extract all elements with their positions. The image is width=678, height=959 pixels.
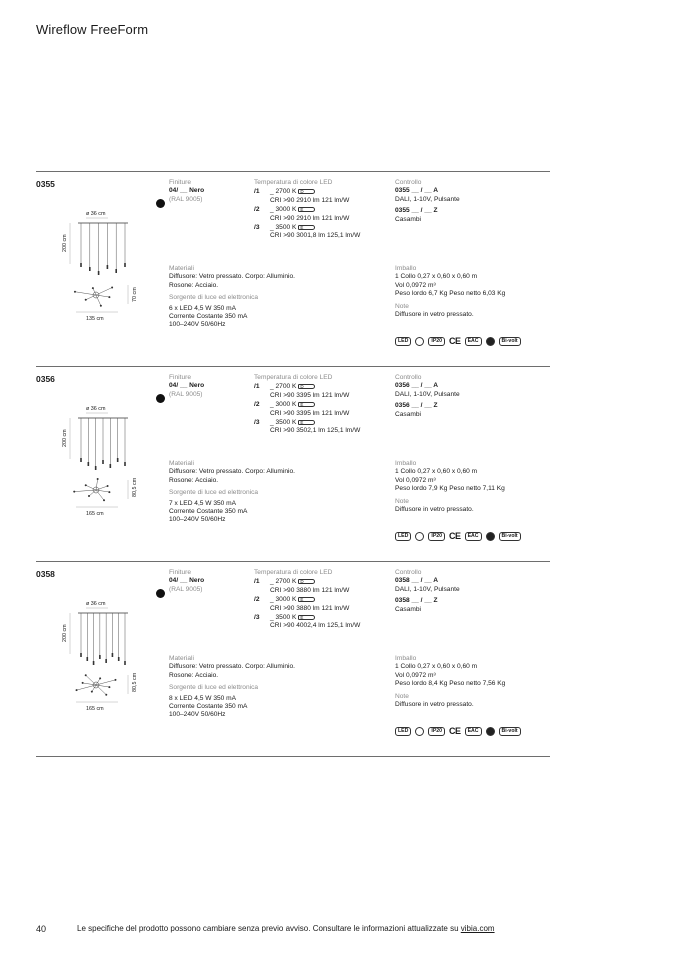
plan-led — [73, 491, 75, 493]
temp-specs: CRI >90 2910 lm 121 lm/W — [270, 196, 350, 204]
plan-led — [108, 296, 110, 298]
finish-code: 04/ __ Nero — [169, 187, 205, 195]
control-desc-z: Casambi — [395, 215, 422, 223]
plan-led — [99, 677, 101, 679]
materials-text: Diffusore: Vetro pressato. Corpo: Alluminio. — [169, 468, 295, 476]
eac-badge: EAC — [465, 337, 482, 346]
source-line: 8 x LED 4,5 W 350 mA — [169, 694, 237, 702]
product-drawing — [48, 397, 158, 517]
plan-arm — [74, 490, 96, 492]
temperatura-label: Temperatura di colore LED — [254, 179, 333, 186]
pack-line: Vol 0,0972 m³ — [395, 476, 436, 484]
control-code-a: 0358 __ / __ A — [395, 577, 439, 585]
plan-led — [100, 305, 102, 307]
control-column — [395, 569, 460, 614]
source-line: 6 x LED 4,5 W 350 mA — [169, 304, 237, 312]
temperature-column — [254, 569, 360, 631]
diameter-label: ø 36 cm — [86, 211, 106, 217]
eac-badge: EAC — [465, 532, 482, 541]
earth-icon — [415, 532, 424, 541]
plan-led — [108, 491, 110, 493]
energy-class-badge: D — [298, 579, 315, 585]
width-label: 135 cm — [86, 316, 104, 322]
pack-line: Vol 0,0972 m³ — [395, 671, 436, 679]
product-code: 0356 — [36, 374, 55, 384]
materiali-label: Materiali — [169, 655, 194, 662]
temperature-option — [254, 401, 360, 418]
led-pendant — [88, 462, 90, 466]
led-pendant — [107, 265, 109, 269]
earth-icon — [415, 727, 424, 736]
divider — [36, 756, 550, 757]
imballo-label: Imballo — [395, 655, 417, 662]
temp-suffix: /3 — [254, 419, 260, 427]
led-pendant — [117, 458, 119, 462]
control-code-z: 0358 __ / __ Z — [395, 597, 438, 605]
energy-class-badge: E — [298, 597, 315, 603]
plan-led — [105, 694, 107, 696]
sorgente-label: Sorgente di luce ed elettronica — [169, 489, 259, 497]
led-pendant — [102, 460, 104, 464]
product-block — [36, 561, 550, 756]
plan-arm — [96, 288, 112, 295]
led-pendant — [124, 263, 126, 267]
vibia-link[interactable]: vibia.com — [460, 924, 495, 933]
temp-kelvin: _ 3500 K — [270, 614, 297, 622]
ce-mark: CE — [449, 531, 461, 541]
temp-suffix: /1 — [254, 578, 260, 586]
led-pendant — [118, 657, 120, 661]
led-pendant — [89, 267, 91, 271]
finish-column — [169, 179, 204, 204]
temp-kelvin: _ 3000 K — [270, 596, 297, 604]
temp-kelvin: _ 2700 K — [270, 578, 297, 586]
temp-kelvin: _ 3000 K — [270, 206, 297, 214]
diameter-label: ø 36 cm — [86, 601, 106, 607]
note-text: Diffusore in vetro pressato. — [395, 506, 474, 514]
plan-led — [111, 287, 113, 289]
plan-led — [92, 287, 94, 289]
materials-column — [169, 655, 295, 720]
plan-led — [85, 674, 87, 676]
plan-led — [82, 682, 84, 684]
led-badge: LED — [395, 727, 411, 736]
plan-led — [91, 691, 93, 693]
temp-kelvin: _ 2700 K — [270, 383, 297, 391]
earth-icon — [415, 337, 424, 346]
plan-led — [107, 485, 109, 487]
finish-column — [169, 374, 204, 399]
temperature-column — [254, 374, 360, 436]
page-title: Wireflow FreeForm — [36, 22, 149, 37]
finish-column — [169, 569, 204, 594]
control-column — [395, 179, 460, 224]
temperature-option — [254, 224, 360, 241]
side-label: 80,5 cm — [132, 672, 138, 692]
plan-led — [85, 484, 87, 486]
finish-code: 04/ __ Nero — [169, 577, 205, 585]
led-pendant — [95, 466, 97, 470]
plan-led — [74, 291, 76, 293]
energy-class-badge: E — [298, 402, 315, 408]
temperature-option — [254, 188, 360, 205]
eac-badge: EAC — [465, 727, 482, 736]
energy-class-badge: D — [298, 384, 315, 390]
plan-arm — [96, 490, 109, 492]
footer-disclaimer — [77, 924, 495, 933]
energy-class-badge: E — [298, 225, 315, 231]
certification-row — [395, 726, 521, 736]
ce-mark: CE — [449, 336, 461, 346]
led-pendant — [115, 269, 117, 273]
temp-suffix: /1 — [254, 383, 260, 391]
plan-led — [88, 495, 90, 497]
controllo-label: Controllo — [395, 374, 422, 381]
plan-led — [76, 689, 78, 691]
packaging-column — [395, 265, 505, 319]
temp-specs: CRI >90 4002,4 lm 125,1 lm/W — [270, 622, 361, 630]
height-label: 200 cm — [62, 429, 68, 447]
black-finish-swatch — [156, 589, 165, 598]
control-desc-a: DALI, 1-10V, Pulsante — [395, 195, 460, 203]
temp-specs: CRI >90 3395 lm 121 lm/W — [270, 409, 350, 417]
product-block — [36, 366, 550, 561]
temp-suffix: /2 — [254, 206, 260, 214]
materiali-label: Materiali — [169, 265, 194, 272]
temp-suffix: /1 — [254, 188, 260, 196]
led-pendant — [80, 263, 82, 267]
temperature-option — [254, 578, 360, 595]
temperatura-label: Temperatura di colore LED — [254, 374, 333, 381]
control-desc-z: Casambi — [395, 605, 422, 613]
source-line: 100–240V 50/60Hz — [169, 516, 226, 524]
certification-row — [395, 336, 521, 346]
ip20-badge: IP20 — [428, 337, 445, 346]
led-pendant — [105, 659, 107, 663]
led-badge: LED — [395, 337, 411, 346]
energy-class-badge: D — [298, 189, 315, 195]
plan-arm — [96, 490, 104, 500]
product-code: 0358 — [36, 569, 55, 579]
bivolt-badge: Bi-volt — [499, 532, 521, 541]
source-line: 100–240V 50/60Hz — [169, 711, 226, 719]
plan-arm — [75, 292, 96, 295]
energy-class-badge: E — [298, 615, 315, 621]
height-label: 200 cm — [62, 624, 68, 642]
plan-arm — [96, 486, 108, 490]
materials-text-2: Rosone: Acciaio. — [169, 476, 219, 484]
led-pendant — [110, 464, 112, 468]
ip20-badge: IP20 — [428, 532, 445, 541]
temp-specs: CRI >90 3880 lm 121 lm/W — [270, 604, 350, 612]
led-pendant — [98, 271, 100, 275]
plan-arm — [96, 479, 98, 490]
control-code-a: 0355 __ / __ A — [395, 187, 439, 195]
ip20-badge: IP20 — [428, 727, 445, 736]
led-badge: LED — [395, 532, 411, 541]
materials-text: Diffusore: Vetro pressato. Corpo: Alluminio. — [169, 273, 295, 281]
product-drawing — [48, 202, 158, 322]
controllo-label: Controllo — [395, 569, 422, 576]
pack-line: 1 Collo 0,27 x 0,60 x 0,60 m — [395, 468, 478, 476]
product-drawing — [48, 592, 158, 712]
sorgente-label: Sorgente di luce ed elettronica — [169, 294, 259, 302]
temperature-option — [254, 596, 360, 613]
temp-suffix: /2 — [254, 401, 260, 409]
finiture-label: Finiture — [169, 179, 191, 186]
temperature-option — [254, 614, 360, 631]
page-number: 40 — [36, 924, 47, 934]
plan-led — [97, 478, 99, 480]
ce-mark: CE — [449, 726, 461, 736]
temperature-option — [254, 419, 360, 436]
pack-line: Peso lordo 7,9 Kg Peso netto 7,11 Kg — [395, 485, 505, 493]
controllo-label: Controllo — [395, 179, 422, 186]
energy-class-badge: E — [298, 207, 315, 213]
finish-code: 04/ __ Nero — [169, 382, 205, 390]
materials-text: Diffusore: Vetro pressato. Corpo: Alluminio. — [169, 663, 295, 671]
finiture-label: Finiture — [169, 374, 191, 381]
bivolt-badge: Bi-volt — [499, 337, 521, 346]
product-code: 0355 — [36, 179, 55, 189]
temp-suffix: /3 — [254, 224, 260, 232]
bivolt-badge: Bi-volt — [499, 727, 521, 736]
product-block — [36, 171, 550, 366]
lamp-diagram — [48, 202, 158, 322]
led-pendant — [86, 657, 88, 661]
finish-ral: (RAL 9005) — [169, 195, 203, 203]
control-code-z: 0356 __ / __ Z — [395, 402, 438, 410]
black-finish-swatch — [156, 199, 165, 208]
materials-text-2: Rosone: Acciaio. — [169, 281, 219, 289]
black-finish-swatch — [156, 394, 165, 403]
temperature-column — [254, 179, 360, 241]
materiali-label: Materiali — [169, 460, 194, 467]
width-label: 165 cm — [86, 511, 104, 517]
dimmable-icon — [486, 337, 495, 346]
finish-ral: (RAL 9005) — [169, 390, 203, 398]
note-text: Diffusore in vetro pressato. — [395, 311, 474, 319]
temp-kelvin: _ 3000 K — [270, 401, 297, 409]
led-pendant — [80, 653, 82, 657]
packaging-column — [395, 655, 505, 709]
plan-led — [85, 299, 87, 301]
temp-kelvin: _ 3500 K — [270, 224, 297, 232]
temp-suffix: /2 — [254, 596, 260, 604]
temp-specs: CRI >90 3880 lm 121 lm/W — [270, 586, 350, 594]
plan-led — [114, 679, 116, 681]
temperatura-label: Temperatura di colore LED — [254, 569, 333, 576]
lamp-diagram — [48, 592, 158, 712]
control-desc-z: Casambi — [395, 410, 422, 418]
led-pendant — [99, 655, 101, 659]
finish-ral: (RAL 9005) — [169, 585, 203, 593]
note-label: Note — [395, 497, 409, 505]
materials-column — [169, 460, 295, 525]
temp-suffix: /3 — [254, 614, 260, 622]
dimmable-icon — [486, 727, 495, 736]
temp-specs: CRI >90 3395 lm 121 lm/W — [270, 391, 350, 399]
side-label: 80,5 cm — [132, 477, 138, 497]
diameter-label: ø 36 cm — [86, 406, 106, 412]
energy-class-badge: E — [298, 420, 315, 426]
certification-row — [395, 531, 521, 541]
imballo-label: Imballo — [395, 265, 417, 272]
finiture-label: Finiture — [169, 569, 191, 576]
temp-kelvin: _ 3500 K — [270, 419, 297, 427]
source-line: Corrente Costante 350 mA — [169, 508, 248, 516]
source-line: Corrente Costante 350 mA — [169, 703, 248, 711]
temp-kelvin: _ 2700 K — [270, 188, 297, 196]
materials-column — [169, 265, 295, 330]
temp-specs: CRI >90 3001,8 lm 125,1 lm/W — [270, 232, 361, 240]
plan-led — [108, 686, 110, 688]
pack-line: 1 Collo 0,27 x 0,60 x 0,60 m — [395, 663, 478, 671]
led-pendant — [93, 661, 95, 665]
source-line: Corrente Costante 350 mA — [169, 313, 248, 321]
packaging-column — [395, 460, 505, 514]
note-text: Diffusore in vetro pressato. — [395, 701, 474, 709]
led-pendant — [124, 661, 126, 665]
lamp-diagram — [48, 397, 158, 517]
dimmable-icon — [486, 532, 495, 541]
plan-led — [103, 499, 105, 501]
plan-arm — [96, 295, 109, 297]
note-label: Note — [395, 692, 409, 700]
pack-line: Peso lordo 8,4 Kg Peso netto 7,56 Kg — [395, 680, 506, 688]
source-line: 7 x LED 4,5 W 350 mA — [169, 499, 237, 507]
temperature-option — [254, 206, 360, 223]
control-desc-a: DALI, 1-10V, Pulsante — [395, 585, 460, 593]
note-label: Note — [395, 302, 409, 310]
temp-specs: CRI >90 3502,1 lm 125,1 lm/W — [270, 427, 361, 435]
pack-line: 1 Collo 0,27 x 0,60 x 0,60 m — [395, 273, 478, 281]
temp-specs: CRI >90 2910 lm 121 lm/W — [270, 214, 350, 222]
materials-text-2: Rosone: Acciaio. — [169, 671, 219, 679]
width-label: 165 cm — [86, 706, 104, 712]
control-column — [395, 374, 460, 419]
led-pendant — [80, 458, 82, 462]
led-pendant — [112, 653, 114, 657]
control-desc-a: DALI, 1-10V, Pulsante — [395, 390, 460, 398]
temperature-option — [254, 383, 360, 400]
imballo-label: Imballo — [395, 460, 417, 467]
side-label: 70 cm — [132, 287, 138, 302]
source-line: 100–240V 50/60Hz — [169, 321, 226, 329]
pack-line: Peso lordo 6,7 Kg Peso netto 6,03 Kg — [395, 290, 506, 298]
pack-line: Vol 0,0972 m³ — [395, 281, 436, 289]
height-label: 200 cm — [62, 234, 68, 252]
control-code-a: 0356 __ / __ A — [395, 382, 439, 390]
control-code-z: 0355 __ / __ Z — [395, 207, 438, 215]
footer-text: Le specifiche del prodotto possono cambiare senza previo avviso. Consultare le informazioni attualizzate su — [77, 924, 461, 933]
led-pendant — [124, 462, 126, 466]
sorgente-label: Sorgente di luce ed elettronica — [169, 684, 259, 692]
